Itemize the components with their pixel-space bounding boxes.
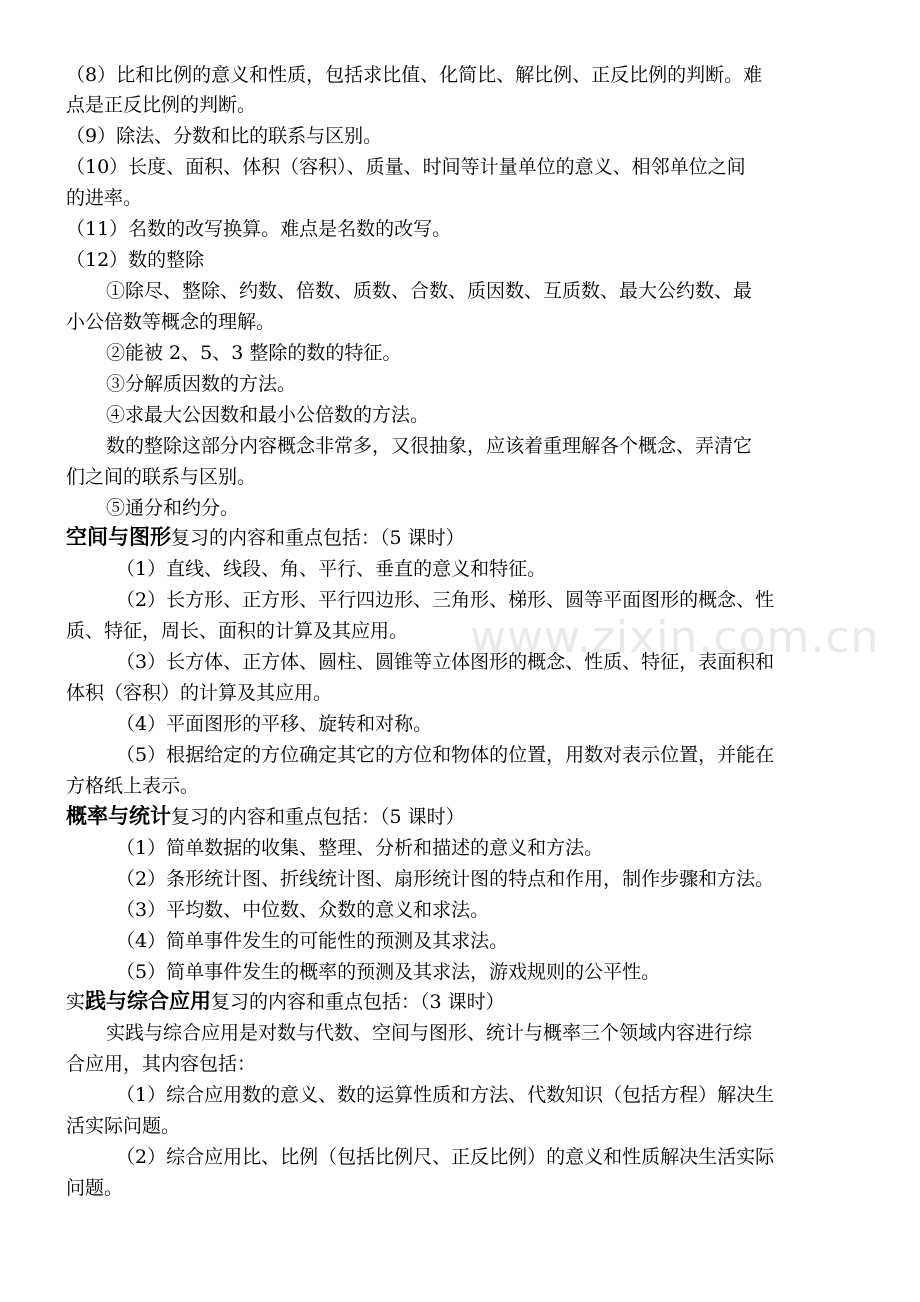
text-line: ①除尽、整除、约数、倍数、质数、合数、质因数、互质数、最大公约数、最 xyxy=(106,280,753,302)
text-line: 的进率。 xyxy=(66,187,143,209)
text-line: （3）长方体、正方体、圆柱、圆锥等立体图形的概念、性质、特征，表面积和 xyxy=(116,651,775,673)
text-line: （4）简单事件发生的可能性的预测及其求法。 xyxy=(116,930,509,952)
text-line: ④求最大公因数和最小公倍数的方法。 xyxy=(106,404,430,426)
text-line: 小公倍数等概念的理解。 xyxy=(66,311,276,333)
text-line: （4）平面图形的平移、旋转和对称。 xyxy=(116,713,433,735)
text-line: （1）直线、线段、角、平行、垂直的意义和特征。 xyxy=(116,558,547,580)
text-line: （2）长方形、正方形、平行四边形、三角形、梯形、圆等平面图形的概念、性 xyxy=(116,589,775,611)
text-line: 点是正反比例的判断。 xyxy=(66,94,257,116)
text-line: （10）长度、面积、体积（容积）、质量、时间等计量单位的意义、相邻单位之间 xyxy=(66,156,746,178)
section-subtitle: 复习的内容和重点包括：（3 课时） xyxy=(211,991,505,1013)
section-title: 空间与图形 xyxy=(66,526,171,549)
watermark: www.zixin.com.cn xyxy=(470,612,880,663)
section-heading-prob xyxy=(66,805,856,828)
text-line: 实践与综合应用是对数与代数、空间与图形、统计与概率三个领域内容进行综 xyxy=(106,1022,753,1044)
text-line: （8）比和比例的意义和性质，包括求比值、化简比、解比例、正反比例的判断。难 xyxy=(66,64,763,86)
text-line: 数的整除这部分内容概念非常多，又很抽象，应该着重理解各个概念、弄清它 xyxy=(106,435,753,457)
text-line: 体积（容积）的计算及其应用。 xyxy=(66,682,333,704)
text-line: （9）除法、分数和比的联系与区别。 xyxy=(66,125,383,147)
text-line: 们之间的联系与区别。 xyxy=(66,466,257,488)
text-line: （1）综合应用数的意义、数的运算性质和方法、代数知识（包括方程）解决生 xyxy=(116,1084,775,1106)
text-line: 质、特征，周长、面积的计算及其应用。 xyxy=(66,620,409,642)
text-line: （1）简单数据的收集、整理、分析和描述的意义和方法。 xyxy=(116,837,604,859)
section-heading-practice xyxy=(66,990,856,1013)
text-line: （5）简单事件发生的概率的预测及其求法，游戏规则的公平性。 xyxy=(116,961,661,983)
text-line: （2）条形统计图、折线统计图、扇形统计图的特点和作用，制作步骤和方法。 xyxy=(116,868,775,890)
section-heading-space xyxy=(66,526,856,549)
section-title: 践与综合应用 xyxy=(85,990,212,1013)
text-line: ⑤通分和约分。 xyxy=(106,497,240,519)
text-line: 活实际问题。 xyxy=(66,1115,181,1137)
text-line: （12）数的整除 xyxy=(66,249,205,271)
text-line: （5）根据给定的方位确定其它的方位和物体的位置，用数对表示位置，并能在 xyxy=(116,744,775,766)
text-line: （2）综合应用比、比例（包括比例尺、正反比例）的意义和性质解决生活实际 xyxy=(116,1146,775,1168)
text-line: 问题。 xyxy=(66,1177,124,1199)
text-line: 合应用，其内容包括： xyxy=(66,1053,257,1075)
section-subtitle: 复习的内容和重点包括：（5 课时） xyxy=(171,527,465,549)
text-line: （3）平均数、中位数、众数的意义和求法。 xyxy=(116,899,490,921)
text-line: 方格纸上表示。 xyxy=(66,775,200,797)
text-line: （11）名数的改写换算。难点是名数的改写。 xyxy=(66,218,452,240)
section-lead-char: 实 xyxy=(66,991,86,1013)
text-line: ③分解质因数的方法。 xyxy=(106,373,297,395)
section-subtitle: 复习的内容和重点包括：（5 课时） xyxy=(171,806,465,828)
section-title: 概率与统计 xyxy=(66,805,171,828)
text-line: ②能被 2、5、3 整除的数的特征。 xyxy=(106,342,402,364)
